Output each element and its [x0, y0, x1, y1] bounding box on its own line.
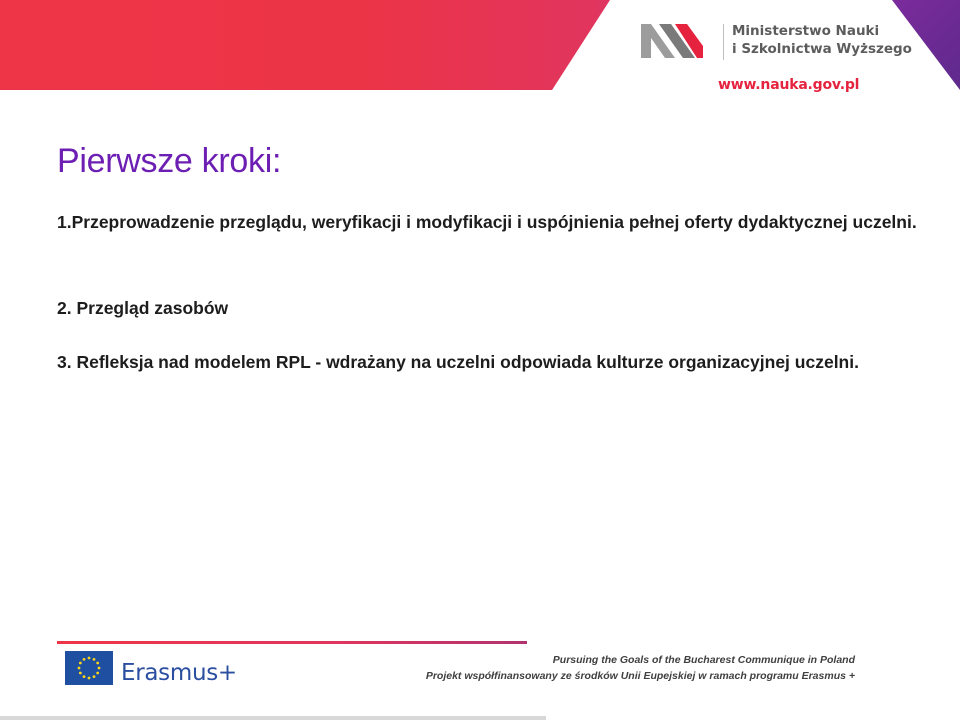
footer-line-1: Pursuing the Goals of the Bucharest Communique in Poland [552, 654, 855, 666]
eu-star [98, 667, 101, 670]
ministry-logo-divider [723, 24, 724, 60]
slide-title: Pierwsze kroki: [57, 142, 282, 180]
ministry-logo [641, 22, 912, 66]
list-item-2: 2. Przegląd zasobów [57, 298, 229, 318]
ministry-name-line2: i Szkolnictwa Wyższego [732, 41, 912, 57]
eu-star [96, 672, 99, 675]
eu-star [83, 658, 86, 661]
header-red-band [0, 0, 610, 90]
eu-star [88, 677, 91, 680]
ministry-url-link[interactable]: www.nauka.gov.pl [718, 77, 860, 93]
ministry-logo-mark-icon [641, 24, 709, 58]
eu-star [79, 662, 82, 665]
ministry-name [732, 22, 912, 58]
eu-star [83, 675, 86, 678]
footer-divider-line [57, 641, 527, 644]
eu-star [96, 662, 99, 665]
bottom-strip [0, 716, 546, 720]
footer-line-2: Projekt współfinansowany ze środków Unii Eupejskiej w ramach programu Erasmus + [425, 670, 855, 682]
ministry-name-line1: Ministerstwo Nauki [732, 23, 880, 39]
eu-flag-icon [65, 651, 113, 685]
eu-star [88, 657, 91, 660]
list-item-3: 3. Refleksja nad modelem RPL - wdrażany na uczelni odpowiada kulturze organizacyjnej uczelni. [57, 352, 859, 372]
list-item-1: 1.Przeprowadzenie przeglądu, weryfikacji i modyfikacji i uspójnienia pełnej oferty dydaktycznej uczelni. [57, 212, 917, 232]
eu-star [93, 675, 96, 678]
eu-star [78, 667, 81, 670]
eu-star [93, 658, 96, 661]
eu-star [79, 672, 82, 675]
erasmus-plus-logo: Erasmus+ [121, 660, 237, 686]
footer-credits [426, 652, 855, 684]
